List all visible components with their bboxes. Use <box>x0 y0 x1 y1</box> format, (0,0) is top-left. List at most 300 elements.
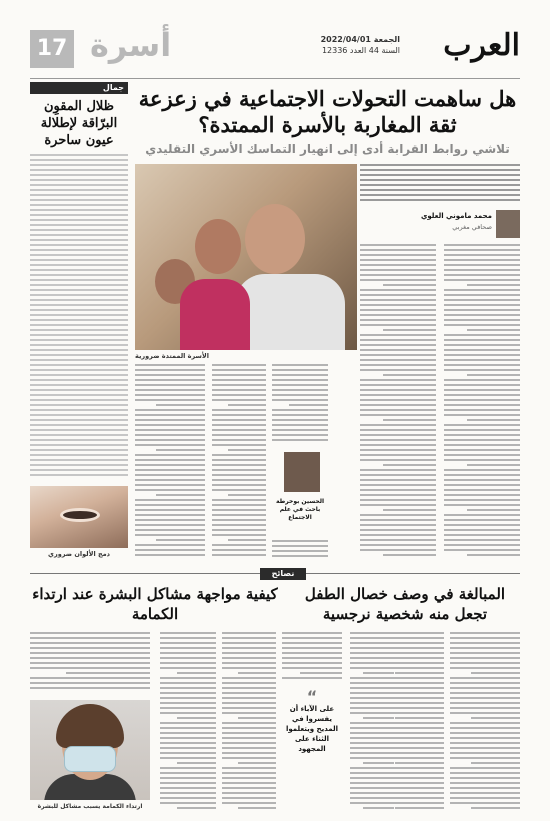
text-line <box>135 444 205 446</box>
text-line <box>360 384 436 386</box>
text-line <box>160 702 216 704</box>
text-line <box>222 787 276 789</box>
text-line <box>360 314 436 316</box>
text-line <box>135 429 205 431</box>
text-line <box>66 672 150 674</box>
text-line <box>350 772 394 774</box>
text-line <box>363 672 394 674</box>
text-line <box>212 444 266 446</box>
text-line <box>360 364 436 366</box>
text-line <box>228 494 266 496</box>
text-line <box>160 692 216 694</box>
text-line <box>467 374 520 376</box>
text-line <box>135 434 205 436</box>
text-line <box>272 369 328 371</box>
text-line <box>360 244 436 246</box>
text-line <box>212 369 266 371</box>
text-line <box>444 504 520 506</box>
text-line <box>272 545 328 547</box>
text-line <box>30 289 128 291</box>
text-line <box>135 519 205 521</box>
text-line <box>444 539 520 541</box>
sidebar-body-text <box>30 154 128 479</box>
text-line <box>135 464 205 466</box>
text-line <box>212 429 266 431</box>
text-line <box>222 782 276 784</box>
text-line <box>272 555 328 557</box>
expert-name: الحسين بوخرطة باحث في علم الاجتماع <box>275 498 325 521</box>
text-line <box>30 329 128 331</box>
text-line <box>282 657 342 659</box>
text-line <box>282 642 342 644</box>
text-line <box>212 424 266 426</box>
text-line <box>444 379 520 381</box>
text-line <box>444 429 520 431</box>
text-line <box>212 514 266 516</box>
text-line <box>135 534 205 536</box>
text-line <box>30 374 128 376</box>
text-line <box>450 772 520 774</box>
text-line <box>30 264 128 266</box>
text-line <box>30 459 128 461</box>
text-line <box>30 284 128 286</box>
text-line <box>444 454 520 456</box>
text-line <box>360 529 436 531</box>
text-line <box>30 154 128 156</box>
person-head <box>245 204 305 274</box>
text-line <box>212 419 266 421</box>
text-line <box>395 807 444 809</box>
text-line <box>212 499 266 501</box>
text-line <box>238 807 276 809</box>
intro-paragraph <box>360 164 520 204</box>
text-line <box>30 409 128 411</box>
text-line <box>444 524 520 526</box>
text-line <box>222 797 276 799</box>
text-line <box>160 637 216 639</box>
family-photo <box>135 164 357 350</box>
text-line <box>444 364 520 366</box>
text-line <box>160 757 216 759</box>
text-line <box>212 489 266 491</box>
article-column <box>282 632 342 686</box>
text-line <box>444 404 520 406</box>
article-column <box>272 364 328 448</box>
text-line <box>160 802 216 804</box>
text-line <box>30 469 128 471</box>
text-line <box>360 394 436 396</box>
person-head <box>195 219 241 274</box>
text-line <box>360 334 436 336</box>
text-line <box>360 539 436 541</box>
text-line <box>360 279 436 281</box>
page-number: 17 <box>30 30 74 68</box>
text-line <box>360 504 436 506</box>
text-line <box>135 504 205 506</box>
text-line <box>444 249 520 251</box>
text-line <box>30 647 150 649</box>
text-line <box>30 364 128 366</box>
text-line <box>360 399 436 401</box>
article-column <box>212 364 266 562</box>
text-line <box>450 732 520 734</box>
text-line <box>350 677 394 679</box>
text-line <box>272 399 328 401</box>
text-line <box>160 707 216 709</box>
text-line <box>444 384 520 386</box>
text-line <box>444 294 520 296</box>
text-line <box>360 484 436 486</box>
text-line <box>360 429 436 431</box>
text-line <box>30 339 128 341</box>
text-line <box>360 179 520 181</box>
text-line <box>360 489 436 491</box>
text-line <box>450 757 520 759</box>
issue-number: السنة 44 العدد 12336 <box>321 46 400 55</box>
text-line <box>444 499 520 501</box>
text-line <box>156 539 205 541</box>
text-line <box>360 304 436 306</box>
text-line <box>177 807 216 809</box>
section-title: أسرة <box>90 26 172 64</box>
text-line <box>160 642 216 644</box>
text-line <box>272 389 328 391</box>
text-line <box>212 434 266 436</box>
newspaper-logo: العرب <box>443 28 520 63</box>
text-line <box>350 792 394 794</box>
text-line <box>160 662 216 664</box>
text-line <box>450 787 520 789</box>
text-line <box>360 414 436 416</box>
article-column <box>450 632 520 812</box>
text-line <box>450 802 520 804</box>
text-line <box>177 672 216 674</box>
text-line <box>363 807 394 809</box>
text-line <box>30 254 128 256</box>
text-line <box>30 239 128 241</box>
text-line <box>30 219 128 221</box>
article-column <box>30 632 150 694</box>
text-line <box>212 464 266 466</box>
text-line <box>30 294 128 296</box>
text-line <box>222 677 276 679</box>
text-line <box>30 279 128 281</box>
text-line <box>212 524 266 526</box>
text-line <box>350 692 394 694</box>
text-line <box>30 667 150 669</box>
article-column <box>160 632 216 812</box>
text-line <box>272 434 328 436</box>
text-line <box>444 264 520 266</box>
text-line <box>383 464 436 466</box>
text-line <box>30 189 128 191</box>
text-line <box>444 399 520 401</box>
text-line <box>135 544 205 546</box>
text-line <box>360 434 436 436</box>
text-line <box>360 359 436 361</box>
text-line <box>30 159 128 161</box>
text-line <box>450 692 520 694</box>
text-line <box>444 324 520 326</box>
text-line <box>450 742 520 744</box>
text-line <box>444 279 520 281</box>
text-line <box>160 722 216 724</box>
text-line <box>444 479 520 481</box>
text-line <box>272 364 328 366</box>
text-line <box>135 509 205 511</box>
text-line <box>30 389 128 391</box>
text-line <box>383 329 436 331</box>
text-line <box>350 732 394 734</box>
text-line <box>222 777 276 779</box>
text-line <box>360 549 436 551</box>
text-line <box>350 737 394 739</box>
text-line <box>222 792 276 794</box>
text-line <box>135 439 205 441</box>
text-line <box>272 374 328 376</box>
issue-meta <box>321 34 400 56</box>
text-line <box>444 269 520 271</box>
text-line <box>135 524 205 526</box>
text-line <box>222 737 276 739</box>
sidebar-image-caption: دمج الألوان ضروري <box>48 550 110 558</box>
text-line <box>395 717 444 719</box>
text-line <box>135 489 205 491</box>
text-line <box>360 524 436 526</box>
eye-makeup-image <box>30 486 128 548</box>
text-line <box>450 727 520 729</box>
text-line <box>444 344 520 346</box>
text-line <box>30 474 128 476</box>
pull-quote <box>282 687 342 790</box>
text-line <box>160 777 216 779</box>
text-line <box>222 692 276 694</box>
text-line <box>383 284 436 286</box>
text-line <box>135 484 205 486</box>
text-line <box>30 682 150 684</box>
text-line <box>350 657 394 659</box>
text-line <box>30 444 128 446</box>
eye-shape <box>60 508 100 522</box>
text-line <box>30 429 128 431</box>
text-line <box>360 544 436 546</box>
text-line <box>30 224 128 226</box>
text-line <box>444 494 520 496</box>
text-line <box>238 762 276 764</box>
text-line <box>444 414 520 416</box>
text-line <box>467 509 520 511</box>
text-line <box>160 682 216 684</box>
text-line <box>30 399 128 401</box>
text-line <box>160 797 216 799</box>
text-line <box>30 349 128 351</box>
text-line <box>272 379 328 381</box>
text-line <box>30 652 150 654</box>
text-line <box>450 707 520 709</box>
text-line <box>160 737 216 739</box>
text-line <box>444 549 520 551</box>
text-line <box>160 742 216 744</box>
text-line <box>212 399 266 401</box>
text-line <box>467 284 520 286</box>
text-line <box>30 434 128 436</box>
text-line <box>450 652 520 654</box>
text-line <box>212 409 266 411</box>
text-line <box>222 667 276 669</box>
text-line <box>160 747 216 749</box>
text-line <box>212 394 266 396</box>
text-line <box>444 469 520 471</box>
text-line <box>360 389 436 391</box>
text-line <box>30 334 128 336</box>
text-line <box>282 662 342 664</box>
text-line <box>282 667 342 669</box>
text-line <box>30 454 128 456</box>
text-line <box>30 259 128 261</box>
text-line <box>160 697 216 699</box>
text-line <box>222 682 276 684</box>
text-line <box>444 254 520 256</box>
text-line <box>444 349 520 351</box>
text-line <box>212 364 266 366</box>
text-line <box>30 249 128 251</box>
text-line <box>450 677 520 679</box>
text-line <box>444 529 520 531</box>
text-line <box>450 797 520 799</box>
text-line <box>450 782 520 784</box>
text-line <box>160 657 216 659</box>
text-line <box>450 647 520 649</box>
text-line <box>222 802 276 804</box>
text-line <box>467 554 520 556</box>
text-line <box>222 687 276 689</box>
text-line <box>444 259 520 261</box>
text-line <box>30 642 150 644</box>
author-avatar <box>496 210 520 238</box>
main-subhead: تلاشي روابط القرابة أدى إلى انهيار التماسك الأسري التقليدي <box>145 142 510 156</box>
text-line <box>212 439 266 441</box>
text-line <box>450 637 520 639</box>
text-line <box>360 339 436 341</box>
text-line <box>222 772 276 774</box>
text-line <box>450 722 520 724</box>
text-line <box>222 662 276 664</box>
sidebar-title: ظلال المقوِن البرّاقة لإطلالة عيون ساحرة <box>40 99 118 148</box>
main-headline: هل ساهمت التحولات الاجتماعية في زعزعة ثقة المغاربة بالأسرة الممتدة؟ <box>138 86 517 137</box>
text-line <box>212 509 266 511</box>
text-line <box>467 419 520 421</box>
text-line <box>444 299 520 301</box>
text-line <box>30 174 128 176</box>
text-line <box>444 359 520 361</box>
text-line <box>30 184 128 186</box>
text-line <box>360 264 436 266</box>
text-line <box>135 374 205 376</box>
masked-woman-image <box>30 700 150 800</box>
text-line <box>471 717 520 719</box>
photo-caption: الأسرة الممتدة ضرورية <box>135 352 209 360</box>
text-line <box>30 359 128 361</box>
sidebar-tag: جمال <box>30 82 128 94</box>
text-line <box>135 409 205 411</box>
article-column <box>272 540 328 562</box>
text-line <box>360 164 520 166</box>
article-column <box>360 244 436 562</box>
text-line <box>135 379 205 381</box>
text-line <box>360 319 436 321</box>
text-line <box>30 354 128 356</box>
text-line <box>360 514 436 516</box>
text-line <box>135 414 205 416</box>
text-line <box>360 274 436 276</box>
text-line <box>360 449 436 451</box>
text-line <box>450 747 520 749</box>
text-line <box>222 732 276 734</box>
text-line <box>30 324 128 326</box>
expert-box <box>272 452 328 536</box>
text-line <box>212 549 266 551</box>
text-line <box>135 474 205 476</box>
text-line <box>177 717 216 719</box>
text-line <box>395 762 444 764</box>
text-line <box>212 414 266 416</box>
text-line <box>360 409 436 411</box>
masthead-divider <box>30 78 520 79</box>
text-line <box>135 424 205 426</box>
text-line <box>350 702 394 704</box>
text-line <box>30 449 128 451</box>
text-line <box>444 389 520 391</box>
text-line <box>360 194 520 196</box>
text-line <box>212 379 266 381</box>
text-line <box>350 767 394 769</box>
text-line <box>212 384 266 386</box>
quote-mark-icon: “ <box>306 687 318 706</box>
text-line <box>350 667 394 669</box>
text-line <box>350 802 394 804</box>
text-line <box>450 737 520 739</box>
text-line <box>350 707 394 709</box>
text-line <box>212 374 266 376</box>
text-line <box>30 194 128 196</box>
text-line <box>212 504 266 506</box>
text-line <box>30 369 128 371</box>
text-line <box>222 642 276 644</box>
text-line <box>160 647 216 649</box>
text-line <box>135 389 205 391</box>
text-line <box>30 234 128 236</box>
text-line <box>30 379 128 381</box>
text-line <box>350 687 394 689</box>
text-line <box>160 767 216 769</box>
text-line <box>212 454 266 456</box>
text-line <box>156 494 205 496</box>
text-line <box>467 329 520 331</box>
text-line <box>444 449 520 451</box>
text-line <box>450 777 520 779</box>
text-line <box>160 772 216 774</box>
text-line <box>272 424 328 426</box>
text-line <box>350 662 394 664</box>
text-line <box>160 752 216 754</box>
person-hair <box>56 704 124 748</box>
text-line <box>360 344 436 346</box>
text-line <box>350 727 394 729</box>
text-line <box>135 369 205 371</box>
text-line <box>450 792 520 794</box>
text-line <box>350 712 394 714</box>
text-line <box>222 707 276 709</box>
